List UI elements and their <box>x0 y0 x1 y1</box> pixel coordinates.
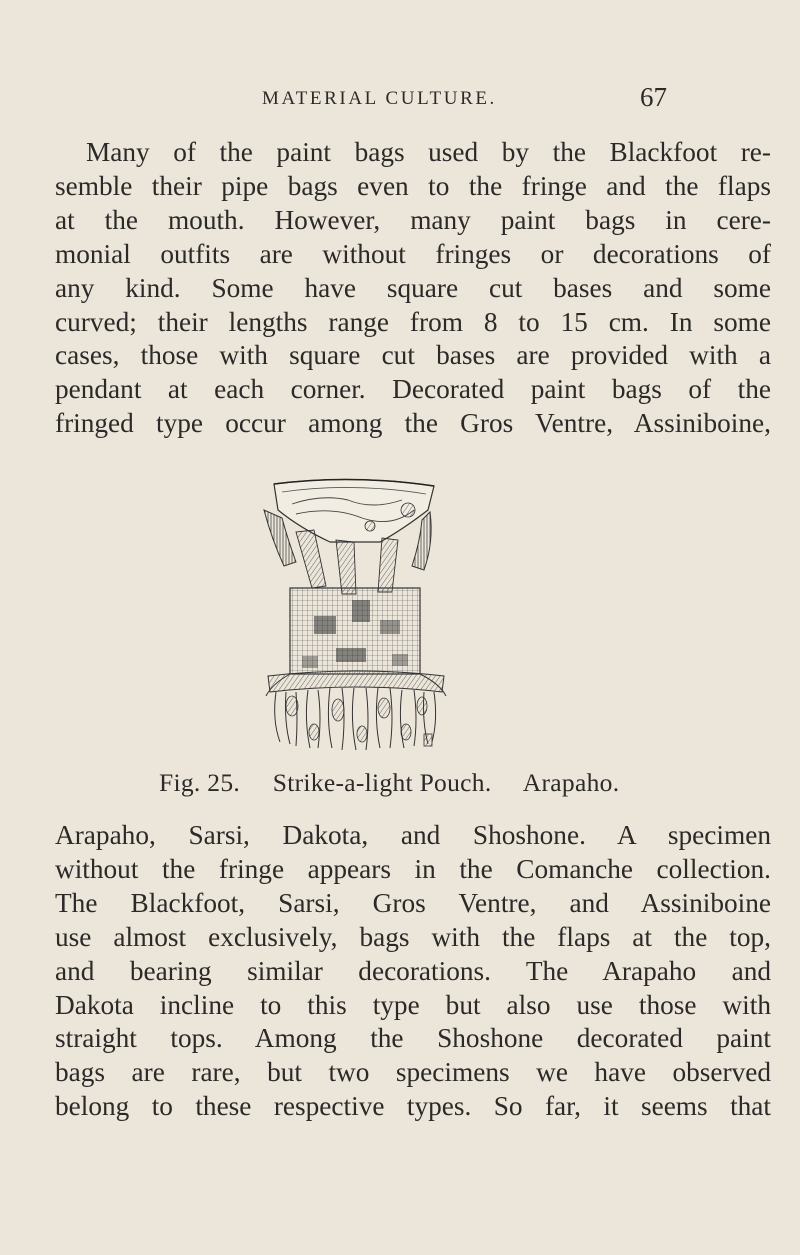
paragraph-line: without the fringe appears in the Comanche collection. <box>55 853 771 884</box>
paragraph-line: bags are rare, but two specimens we have observed <box>55 1057 771 1088</box>
paragraph-line: and bearing similar decorations. The Arapaho and <box>55 955 771 986</box>
running-title: MATERIAL CULTURE. <box>262 88 497 109</box>
paragraph-line: monial outfits are without fringes or decorations of <box>55 238 771 269</box>
paragraph-line: Many of the paint bags used by the Blackfoot re- <box>86 137 771 167</box>
paragraph-line: belong to these respective types. So far, it seems that <box>55 1091 771 1122</box>
paragraph-line: at the mouth. However, many paint bags in cere- <box>55 204 771 235</box>
paragraph-1 <box>55 136 771 441</box>
paragraph-line: use almost exclusively, bags with the flaps at the top, <box>55 921 771 952</box>
paragraph-line: semble their pipe bags even to the fringe and the flaps <box>55 170 771 201</box>
paragraph-line: The Blackfoot, Sarsi, Gros Ventre, and Assiniboine <box>55 887 771 918</box>
figure-number: Fig. 25. <box>159 768 241 797</box>
running-head <box>0 82 800 118</box>
strike-a-light-pouch-illustration <box>252 470 458 752</box>
paragraph-line: straight tops. Among the Shoshone decorated paint <box>55 1023 771 1054</box>
figure-tribe: Arapaho. <box>522 768 620 797</box>
paragraph-line: Dakota incline to this type but also use those with <box>55 989 771 1020</box>
figure-caption <box>159 768 645 798</box>
paragraph-line: cases, those with square cut bases are provided with a <box>55 340 771 371</box>
figure-title: Strike-a-light Pouch. <box>272 768 492 797</box>
paragraph-line: any kind. Some have square cut bases and some <box>55 272 771 303</box>
paragraph-line: pendant at each corner. Decorated paint bags of the <box>55 374 771 405</box>
paragraph-2 <box>55 819 771 1124</box>
page-number: 67 <box>640 82 667 112</box>
paragraph-line: fringed type occur among the Gros Ventre, Assiniboine, <box>55 408 771 439</box>
paragraph-line: curved; their lengths range from 8 to 15 cm. In some <box>55 306 771 337</box>
paragraph-line: Arapaho, Sarsi, Dakota, and Shoshone. A specimen <box>55 820 771 850</box>
